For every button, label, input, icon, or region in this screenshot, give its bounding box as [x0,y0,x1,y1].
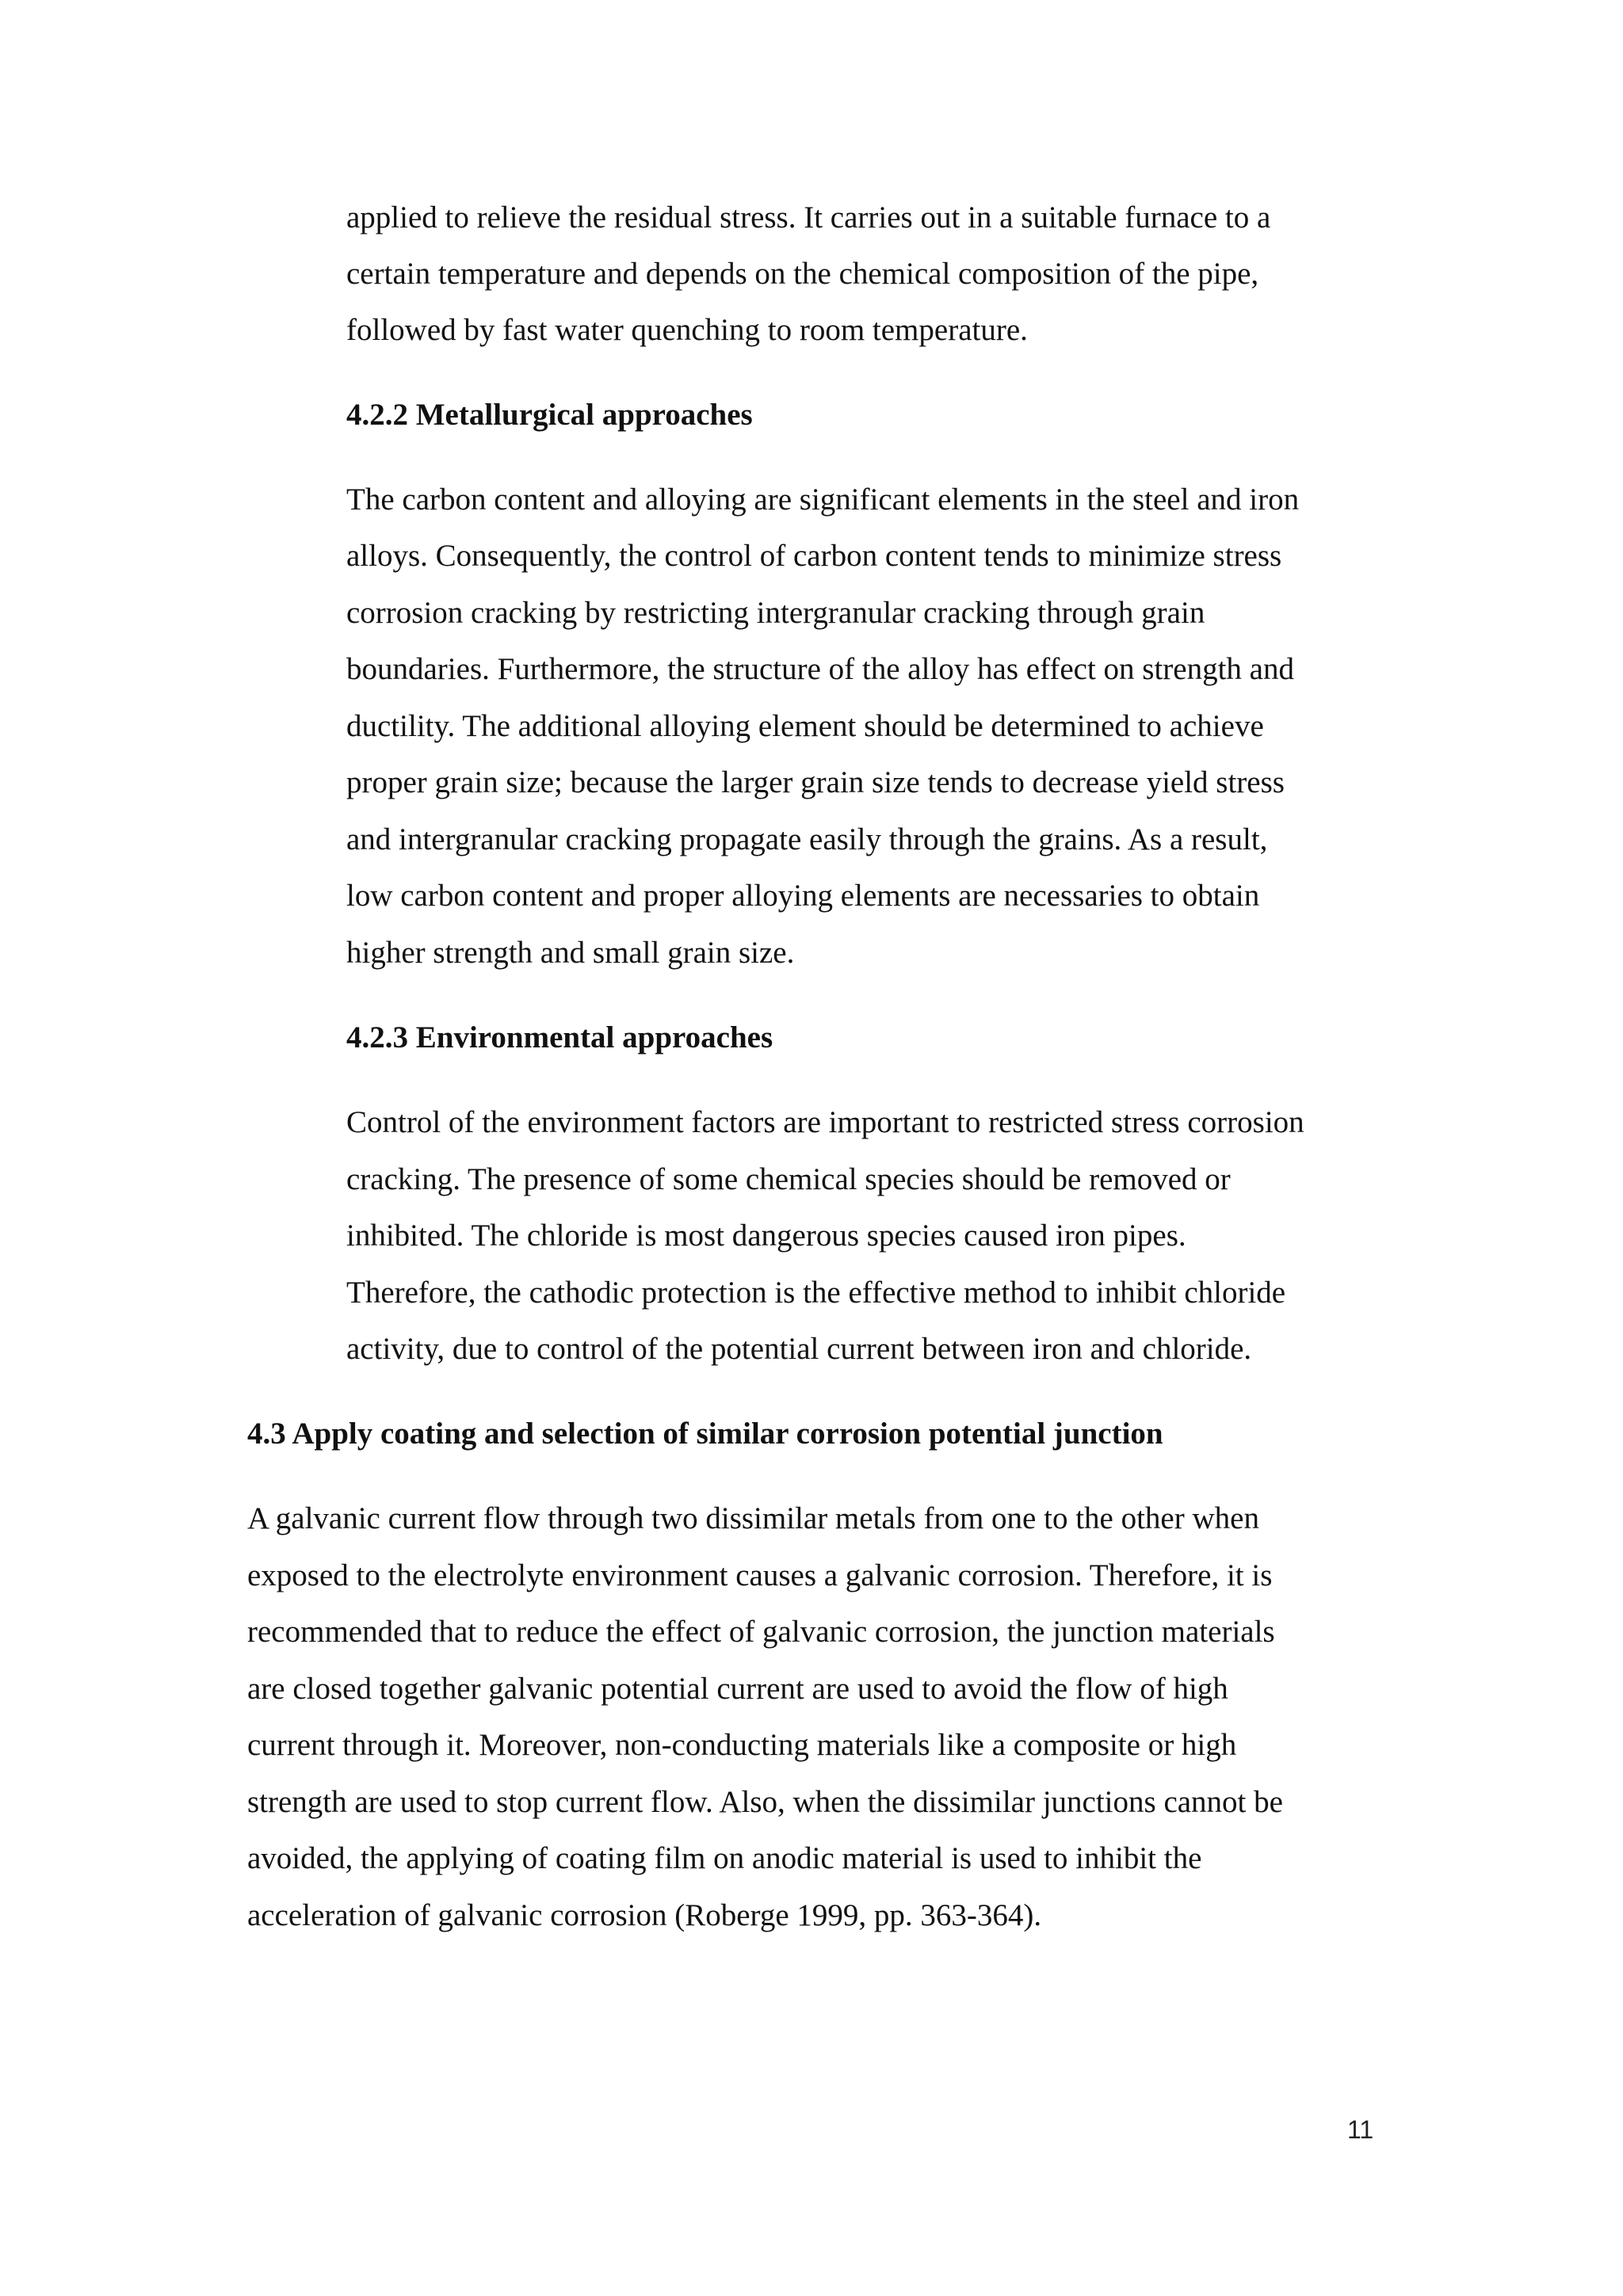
paragraph-line: Therefore, the cathodic protection is the effective method to inhibit chloride [346,1276,1286,1310]
paragraph-line: Control of the environment factors are important to restricted stress corrosion [346,1105,1304,1139]
paragraph-line: acceleration of galvanic corrosion (Roberge 1999, pp. 363-364). [247,1898,1042,1932]
page-number: 11 [1347,2115,1374,2144]
paragraph-line: certain temperature and depends on the chemical composition of the pipe, [346,257,1259,291]
paragraph-line: proper grain size; because the larger grain size tends to decrease yield stress [346,765,1285,799]
paragraph-line: exposed to the electrolyte environment causes a galvanic corrosion. Therefore, it is [247,1558,1273,1592]
paragraph-line: applied to relieve the residual stress. It carries out in a suitable furnace to a [346,200,1271,235]
paragraph-line: and intergranular cracking propagate easily through the grains. As a result, [346,822,1268,856]
paragraph-line: strength are used to stop current flow. Also, when the dissimilar junctions cannot be [247,1785,1283,1819]
paragraph-line: are closed together galvanic potential current are used to avoid the flow of high [247,1672,1228,1706]
paragraph-line: The carbon content and alloying are significant elements in the steel and iron [346,482,1300,517]
paragraph-line: low carbon content and proper alloying elements are necessaries to obtain [346,879,1260,913]
paragraph-line: avoided, the applying of coating film on anodic material is used to inhibit the [247,1841,1202,1875]
paragraph-line: cracking. The presence of some chemical species should be removed or [346,1162,1231,1196]
paragraph-line: recommended that to reduce the effect of galvanic corrosion, the junction materials [247,1615,1275,1649]
paragraph-line: ductility. The additional alloying element should be determined to achieve [346,709,1264,743]
paragraph-line: A galvanic current flow through two dissimilar metals from one to the other when [247,1501,1259,1535]
paragraph-line: inhibited. The chloride is most dangerous species caused iron pipes. [346,1219,1186,1253]
section-heading-4-2-3: 4.2.3 Environmental approaches [346,1020,773,1055]
paragraph-line: alloys. Consequently, the control of carbon content tends to minimize stress [346,539,1282,573]
paragraph-line: current through it. Moreover, non-conducting materials like a composite or high [247,1728,1237,1762]
paragraph-line: boundaries. Furthermore, the structure of the alloy has effect on strength and [346,652,1294,686]
paragraph-line: corrosion cracking by restricting intergranular cracking through grain [346,596,1205,630]
paragraph-line: higher strength and small grain size. [346,936,795,970]
section-heading-4-2-2: 4.2.2 Metallurgical approaches [346,398,753,432]
section-heading-4-3: 4.3 Apply coating and selection of similar corrosion potential junction [247,1417,1163,1451]
paragraph-line: activity, due to control of the potential current between iron and chloride. [346,1332,1252,1366]
paragraph-line: followed by fast water quenching to room temperature. [346,313,1028,347]
